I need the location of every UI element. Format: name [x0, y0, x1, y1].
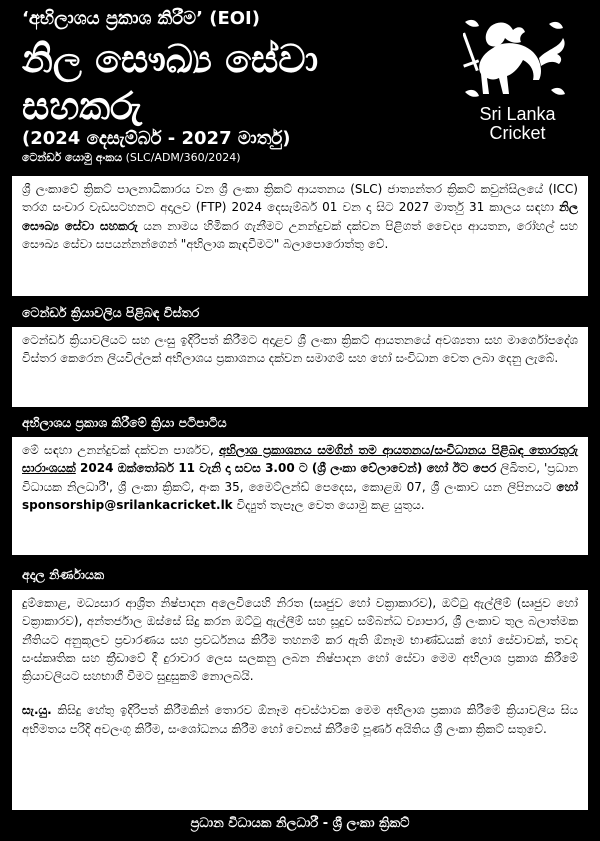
contract-period: (2024 දෙසැම්බර් - 2027 මාර්තු) — [22, 128, 291, 149]
procedure-paragraph: මේ සඳහා උනන්දුවක් දක්වන පාර්ශව, අභිලාශ ප්‍රකාශනය සමගින් තම ආයතනය/සංවිධානය පිළිබඳ තොරතුරු සාරාංශයක් 2024 ඔක්තෝබර් 11 වැනි දා සවස 3.00 ට (ශ්‍රී ලංකා වේලාවෙන්) හෝ ඊට පෙර ලිඛිතව, 'ප්‍රධාන විධායක නිලධාරී', ශ්‍රී ලංකා ක්‍රිකට්, අංක 35, මෛට්ලන්ඩ් පෙදෙස, කොළඹ 07, ශ්‍රී ලංකාව යන ලිපිනයට හෝ sponsorship@srilankacricket.lk විද්‍යුත් තැපෑල වෙත යොමු කළ යුතුය. — [12, 437, 588, 555]
tender-number-label: ටෙන්ඩර් යොමු අංකය — [22, 151, 123, 164]
eoi-label: ‘අභිලාශය ප්‍රකාශ කිරීම’ (EOI) — [22, 8, 260, 29]
logo-text-line1: Sri Lanka — [479, 104, 556, 124]
tender-number: (SLC/ADM/360/2024) — [125, 151, 241, 164]
signature-footer: ප්‍රධාන විධායක නිලධාරී - ශ්‍රී ලංකා ක්‍රිකට් — [190, 816, 410, 831]
tender-details-paragraph: ටෙන්ඩර් ක්‍රියාවලියට සහ ලංසු ඉදිරිපත් කිරීමට අදාළව ශ්‍රී ලංකා ක්‍රිකට් ආයතනයේ අවශ්‍යතා සහ මාර්ගෝපදේශ විස්තර කෙරෙන ලියවිල්ලක් අභිලාශය ප්‍රකාශනය දක්වන සමාගම් සහ හෝ සංවිධාන වෙත ලබා දෙනු ලැබේ. — [12, 327, 588, 407]
page-title-line2: සහකරු — [22, 84, 142, 128]
section-heading-tender-details: ටෙන්ඩර් ක්‍රියාවලිය පිළිබඳ විස්තර — [22, 305, 200, 320]
tender-reference — [22, 151, 241, 165]
intro-paragraph: ශ්‍රී ලංකාවේ ක්‍රිකට් පාලනාධිකාරය වන ශ්‍රී ලංකා ක්‍රිකට් ආයතනය (SLC) ජාත්‍යන්තර ක්‍රිකට් කවුන්සිලයේ (ICC) තරග සංචාර වැඩසටහනට අදාලව (FTP) 2024 දෙසැම්බර් 01 වන දා සිට 2027 මාර්තු 31 කාලය සඳහා නිල සෞඛ්‍ය සේවා සහකරු යන නාමය හිමිකර ගැනීමට උනන්දුවක් දක්වන පිළිගත් වෛද්‍ය ආයතන, රෝහල් සහ සෞඛ්‍ය සේවා සපයන්නන්ගෙන් "අභිලාශ කැඳවීමට" බලාපොරොත්තු වේ. — [12, 176, 588, 296]
logo-text-line2: Cricket — [489, 123, 546, 143]
sri-lanka-lion-icon — [463, 18, 573, 102]
note-paragraph: සැ.යු. කිසිදු හේතු ඉදිරිපත් කිරීමකින් තොරව ඕනෑම අවස්ථාවක මෙම අභිලාශ ප්‍රකාශ කිරීමේ ක්‍රියාවලිය සිය අභිමතය පරිදි අවලංගු කිරීම, සංශෝධනය කිරීම හෝ වෙනස් කිරීමේ පූර්ණ අයිතිය ශ්‍රී ලංකා ක්‍රිකට් සතුවේ. — [22, 703, 578, 736]
section-heading-criteria: අදාල නිර්ණායක — [22, 567, 105, 582]
criteria-paragraph: දුම්කොළ, මධ්‍යසාර ආශ්‍රිත නිෂ්පාදන අලෙවියෙහි නිරත (සෘජුව හෝ වක්‍රාකාරව), ඔට්ටු ඇල්ලීම් (සෘජුව හෝ වක්‍රාකාරව), අන්තර්ජාල ඔස්සේ සිදු කරන ඔට්ටු ඇල්ලීම් සහ සූදුව සම්බන්ධ ව්‍යාපාර, ශ්‍රී ලංකාව තුල බලාත්මක නීතියට අනුකූලව ප්‍රචාරණය සහ ප්‍රවර්ධනය කිරීම තහනම් කර ඇති ඕනෑම භාණ්ඩයක් හෝ සේවාවක්, තවද සංස්කෘතික සහ ක්‍රීඩාවේ දී දුරාචාර ලෙස සලකනු ලබන නිෂ්පාදන හෝ සේවා මෙම අභිලාශ ප්‍රකාශ කිරීමේ ක්‍රියාවලියට සහභාගී වීමට සුදුසුකම් නොලබයි. සැ.යු. කිසිදු හේතු ඉදිරිපත් කිරීමකින් තොරව ඕනෑම අවස්ථාවක මෙම අභිලාශ ප්‍රකාශ කිරීමේ ක්‍රියාවලිය සිය අභිමතය පරිදි අවලංගු කිරීම, සංශෝධනය කිරීම හෝ වෙනස් කිරීමේ පූර්ණ අයිතිය ශ්‍රී ලංකා ක්‍රිකට් සතුවේ. — [12, 590, 588, 810]
contact-email[interactable]: හෝ sponsorship@srilankacricket.lk — [22, 479, 578, 512]
intro-highlight: නිල සෞඛ්‍ය සේවා සහකරු — [22, 200, 578, 233]
section-heading-procedure: අභිලාශය ප්‍රකාශ කිරීමේ ක්‍රියා පටිපාටිය — [22, 415, 227, 430]
logo — [455, 18, 580, 148]
header — [0, 0, 600, 170]
page-title-line1: නිල සෞඛ්‍ය සේවා — [22, 37, 319, 81]
note-label: සැ.යු. — [22, 703, 52, 718]
